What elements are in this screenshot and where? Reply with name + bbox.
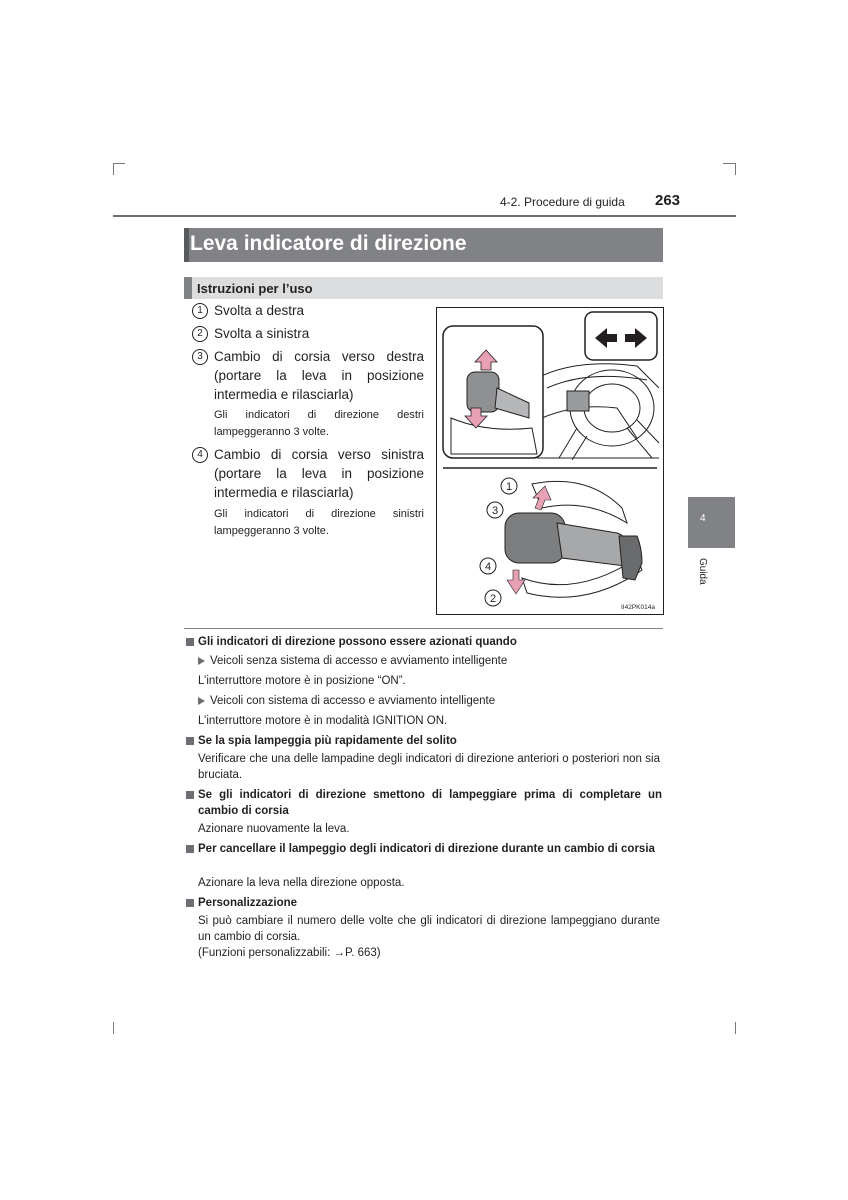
figure-code: II42PK014a [621, 604, 655, 611]
lever-illustration [437, 308, 663, 614]
step-number: 1 [192, 303, 208, 319]
square-bullet-icon [186, 638, 194, 646]
figure-callout [485, 590, 501, 606]
arrow-box [585, 312, 657, 360]
note-heading: Se la spia lampeggia più rapidamente del solito [198, 735, 457, 747]
header-rule [113, 215, 736, 217]
page-number: 263 [655, 192, 681, 209]
page-title-bar [184, 228, 663, 262]
step-note: Gli indicatori di direzione destri lampeggeranno 3 volte. [214, 409, 424, 438]
callout-label: 2 [489, 593, 497, 605]
step-text: Svolta a sinistra [214, 326, 310, 341]
bullet-label: Veicoli con sistema di accesso e avviamento intelligente [210, 695, 496, 707]
lever-closeup [505, 481, 642, 597]
note-text: Si può cambiare il numero delle volte che gli indicatori di direzione lampeggiano durante un cambio di corsia. [198, 915, 660, 943]
triangle-bullet-icon [198, 697, 205, 705]
step-number: 4 [192, 447, 208, 463]
lever-down-arrow-icon [507, 570, 525, 594]
subtitle: Istruzioni per l’uso [197, 281, 313, 296]
note-text: L’interruttore motore è in modalità IGNITION ON. [198, 715, 448, 727]
crop-mark [113, 163, 114, 175]
title-accent [184, 228, 189, 262]
bullet-label: Veicoli senza sistema di accesso e avviamento intelligente [210, 655, 508, 667]
note-text: Verificare che una delle lampadine degli indicatori di direzione anteriori o posteriori non sia bruciata. [198, 753, 660, 781]
square-bullet-icon [186, 845, 194, 853]
step-text: Cambio di corsia verso sinistra (portare la leva in posizione intermedia e rilasciarla) [214, 447, 424, 500]
square-bullet-icon [186, 899, 194, 907]
page-title: Leva indicatore di direzione [190, 232, 467, 255]
triangle-bullet-icon [198, 657, 205, 665]
note-text: L’interruttore motore è in posizione “ON”. [198, 675, 406, 687]
crop-mark [113, 163, 125, 164]
crop-mark [113, 1022, 114, 1034]
note-text: Azionare nuovamente la leva. [198, 823, 350, 835]
crop-mark [723, 163, 735, 164]
crop-mark [735, 1022, 736, 1034]
note-heading: Per cancellare il lampeggio degli indicatori di direzione durante un cambio di corsia [198, 843, 655, 855]
note-heading: Personalizzazione [198, 897, 298, 909]
subtitle-bar [184, 277, 663, 299]
subtitle-accent [184, 277, 192, 299]
section-header: 4-2. Procedure di guida [500, 195, 625, 209]
chapter-label: Guida [697, 558, 708, 585]
step-note: Gli indicatori di direzione sinistri lampeggeranno 3 volte. [214, 508, 424, 537]
crop-mark [735, 163, 736, 175]
note-heading: Gli indicatori di direzione possono essere azionati quando [198, 636, 517, 648]
section-separator [184, 628, 663, 629]
step-text: Svolta a destra [214, 303, 305, 318]
step-number: 3 [192, 349, 208, 365]
note-text: Azionare la leva nella direzione opposta. [198, 877, 405, 889]
chapter-tab [688, 497, 735, 548]
figure-callout [501, 478, 517, 494]
figure-callout [480, 558, 496, 574]
figure-frame [436, 307, 664, 615]
callout-label: 3 [491, 505, 499, 517]
square-bullet-icon [186, 737, 194, 745]
callout-label: 1 [505, 481, 513, 493]
step-text: Cambio di corsia verso destra (portare la leva in posizione intermedia e rilasciarla) [214, 349, 424, 402]
dashboard-drawing [537, 364, 659, 460]
figure-callout [487, 502, 503, 518]
square-bullet-icon [186, 791, 194, 799]
cross-reference: (Funzioni personalizzabili: →P. 663) [198, 947, 381, 959]
chapter-number: 4 [700, 513, 706, 524]
callout-label: 4 [484, 561, 492, 573]
note-heading: Se gli indicatori di direzione smettono di lampeggiare prima di completare un cambio di corsia [198, 789, 662, 817]
step-number: 2 [192, 326, 208, 342]
